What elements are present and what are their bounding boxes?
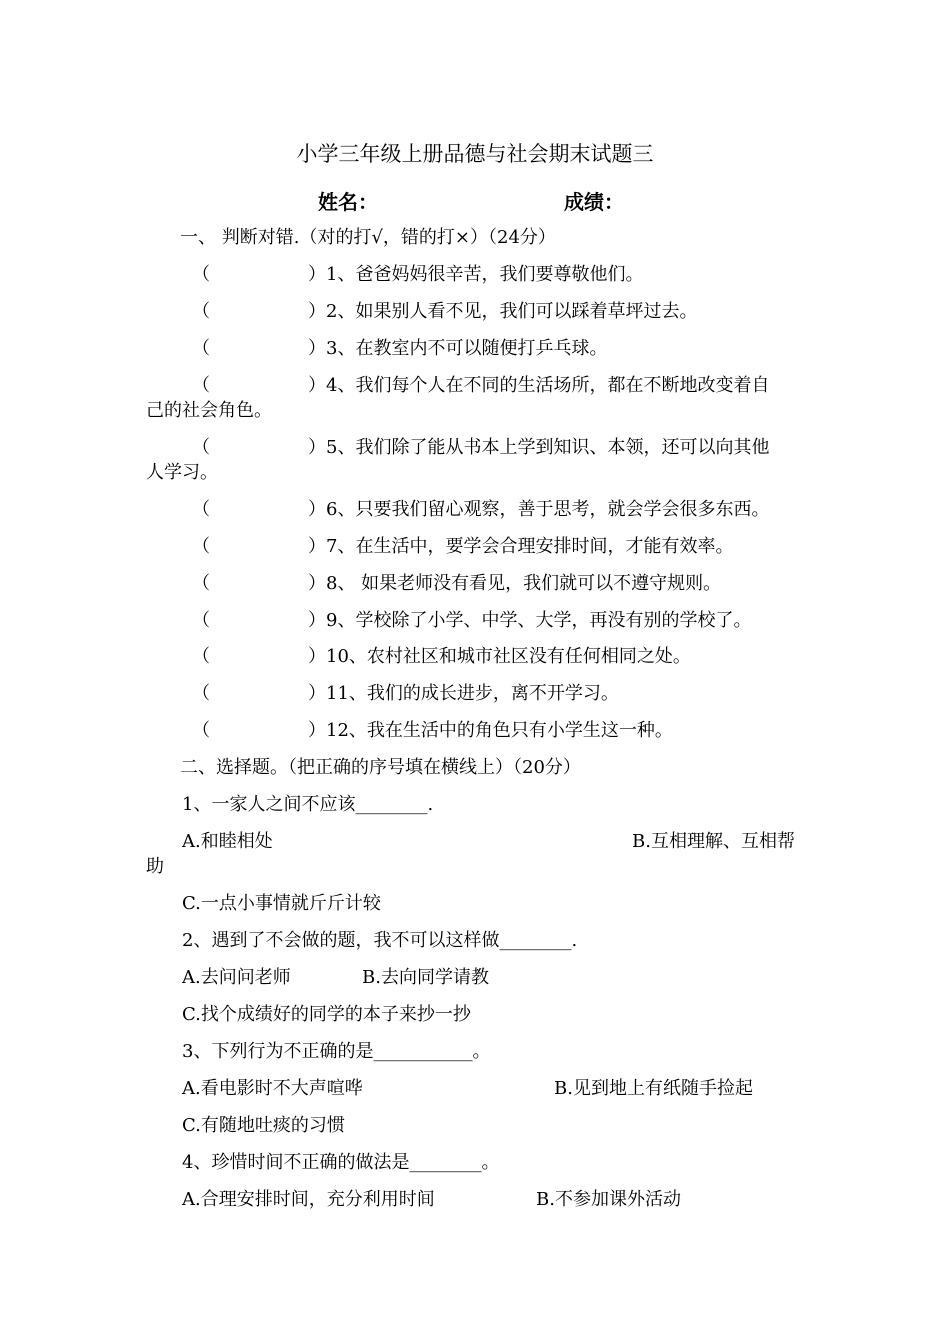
judge-item-8: ）8、 如果老师没有看见，我们就可以不遵守规则。 [308, 573, 722, 594]
answer-paren: （ [192, 683, 210, 704]
judge-item-1: ）1、爸爸妈妈很辛苦，我们要尊敬他们。 [308, 264, 644, 285]
answer-paren: （ [192, 720, 210, 741]
name-label: 姓名： [318, 190, 378, 214]
q3-option-c: C.有随地吐痰的习惯 [182, 1115, 345, 1136]
q1-option-b: B.互相理解、互相帮 [632, 831, 795, 852]
judge-item-2: ）2、如果别人看不见，我们可以踩着草坪过去。 [308, 301, 698, 322]
judge-item-5-cont: 人学习。 [146, 462, 218, 483]
judge-item-7: ）7、在生活中，要学会合理安排时间，才能有效率。 [308, 536, 734, 557]
choice-question-4: 4、珍惜时间不正确的做法是________。 [182, 1152, 500, 1173]
judge-item-10: ）10、农村社区和城市社区没有任何相同之处。 [308, 646, 691, 667]
judge-item-3: ）3、在教室内不可以随便打乒乓球。 [308, 338, 608, 359]
q3-option-b: B.见到地上有纸随手捡起 [554, 1078, 753, 1099]
section2-heading: 二、选择题。（把正确的序号填在横线上）（20分） [180, 757, 581, 778]
q2-option-c: C.找个成绩好的同学的本子来抄一抄 [182, 1004, 471, 1025]
choice-question-2: 2、遇到了不会做的题，我不可以这样做________. [182, 930, 578, 951]
answer-paren: （ [192, 375, 210, 396]
answer-paren: （ [192, 264, 210, 285]
answer-paren: （ [192, 536, 210, 557]
answer-paren: （ [192, 499, 210, 520]
judge-item-12: ）12、我在生活中的角色只有小学生这一种。 [308, 720, 673, 741]
q4-option-a: A.合理安排时间，充分利用时间 [182, 1189, 435, 1210]
answer-paren: （ [192, 437, 210, 458]
q4-option-b: B.不参加课外活动 [536, 1189, 681, 1210]
q1-option-a: A.和睦相处 [182, 831, 273, 852]
q2-option-b: B.去向同学请教 [362, 967, 489, 988]
answer-paren: （ [192, 338, 210, 359]
answer-paren: （ [192, 573, 210, 594]
answer-paren: （ [192, 301, 210, 322]
page-title: 小学三年级上册品德与社会期末试题三 [296, 142, 654, 166]
judge-item-9: ）9、学校除了小学、中学、大学，再没有别的学校了。 [308, 610, 752, 631]
choice-question-1: 1、一家人之间不应该________. [182, 794, 434, 815]
judge-item-4-cont: 己的社会角色。 [146, 400, 272, 421]
q2-option-a: A.去问问老师 [182, 967, 291, 988]
answer-paren: （ [192, 646, 210, 667]
q3-option-a: A.看电影时不大声喧哗 [182, 1078, 363, 1099]
judge-item-5: ）5、我们除了能从书本上学到知识、本领，还可以向其他 [308, 437, 770, 458]
q1-option-b-cont: 助 [146, 856, 164, 877]
judge-item-11: ）11、我们的成长进步，离不开学习。 [308, 683, 619, 704]
section1-heading: 一、 判断对错.（对的打√，错的打×）（24分） [180, 227, 556, 248]
q1-option-c: C.一点小事情就斤斤计较 [182, 893, 381, 914]
answer-paren: （ [192, 610, 210, 631]
choice-question-3: 3、下列行为不正确的是___________。 [182, 1041, 491, 1062]
judge-item-6: ）6、只要我们留心观察，善于思考，就会学会很多东西。 [308, 499, 770, 520]
judge-item-4: ）4、我们每个人在不同的生活场所，都在不断地改变着自 [308, 375, 770, 396]
score-label: 成绩： [564, 190, 624, 214]
